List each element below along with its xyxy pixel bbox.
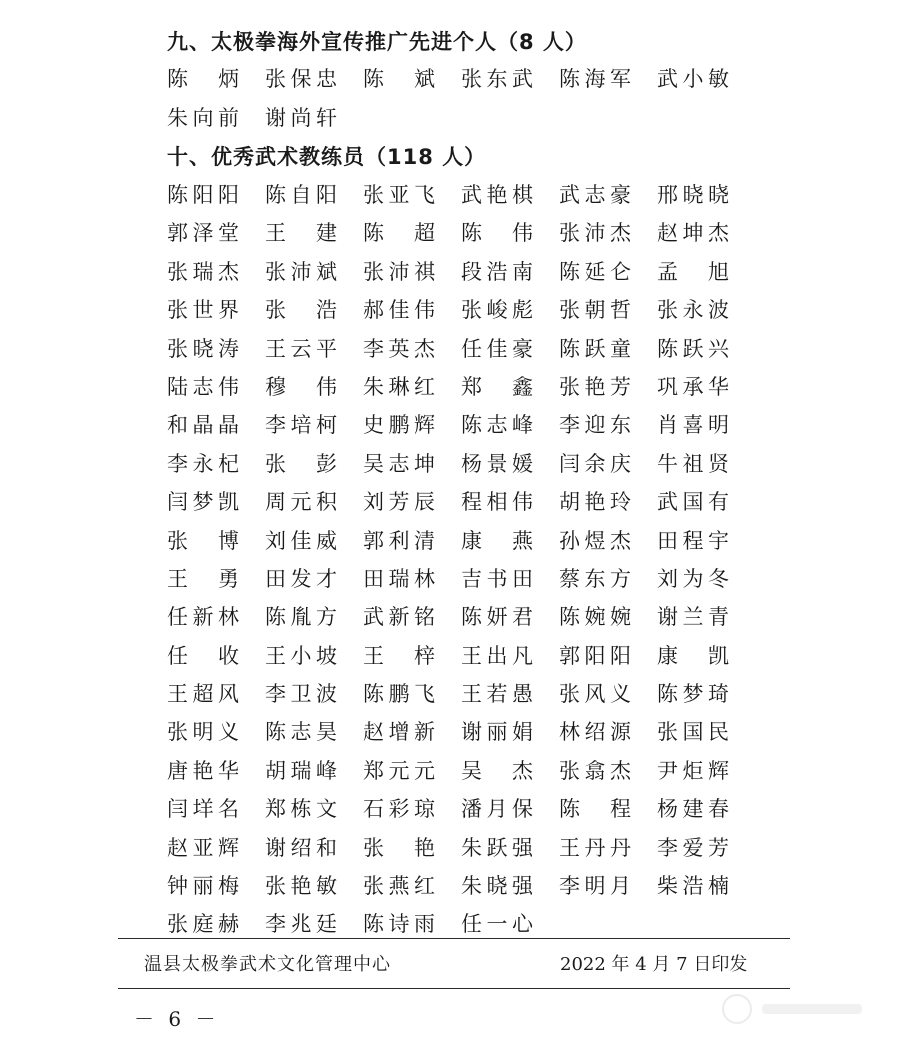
person-name: 潘月保 [461, 797, 533, 822]
person-name: 张 艳 [363, 835, 435, 860]
name-cell [167, 372, 265, 402]
person-name: 牛祖贤 [657, 451, 729, 476]
name-cell [265, 794, 363, 824]
name-row [167, 871, 767, 909]
person-name: 赵亚辉 [167, 835, 239, 860]
person-name: 胡瑞峰 [265, 758, 337, 783]
name-cell [167, 218, 265, 248]
person-name: 张明义 [167, 720, 239, 745]
person-name: 陈梦琦 [657, 682, 729, 707]
name-cell [265, 372, 363, 402]
person-name: 张永波 [657, 298, 729, 323]
person-name: 穆 伟 [265, 374, 337, 399]
person-name: 陈延仑 [559, 259, 631, 284]
name-row [167, 295, 767, 333]
name-row [167, 909, 767, 947]
name-row [167, 756, 767, 794]
name-cell [559, 717, 657, 747]
name-cell [167, 526, 265, 556]
name-row [167, 103, 767, 142]
name-cell [461, 64, 559, 94]
section-10-title: 十、优秀武术教练员（118 人） [167, 145, 487, 169]
name-cell [363, 64, 461, 94]
footer-bottom-rule [118, 988, 790, 989]
person-name: 任佳豪 [461, 336, 533, 361]
name-cell [265, 64, 363, 94]
name-row [167, 257, 767, 295]
person-name: 陈胤方 [265, 605, 337, 630]
name-cell [461, 410, 559, 440]
person-name: 武新铭 [363, 605, 435, 630]
name-cell [461, 717, 559, 747]
person-name: 史鹏辉 [363, 413, 435, 438]
name-cell [167, 833, 265, 863]
name-cell [265, 756, 363, 786]
name-cell [657, 449, 755, 479]
person-name: 陈 程 [559, 797, 631, 822]
person-name: 闫垟名 [167, 797, 239, 822]
person-name: 谢兰青 [657, 605, 729, 630]
name-cell [559, 756, 657, 786]
person-name: 王 建 [265, 221, 337, 246]
person-name: 张保忠 [265, 67, 337, 91]
person-name: 吉书田 [461, 566, 533, 591]
person-name: 闫梦凯 [167, 490, 239, 515]
person-name: 郭利清 [363, 528, 435, 553]
person-name: 朱跃强 [461, 835, 533, 860]
name-cell [657, 180, 755, 210]
section-9-title: 九、太极拳海外宣传推广先进个人（8 人） [167, 30, 587, 54]
person-name: 康 燕 [461, 528, 533, 553]
name-cell [657, 334, 755, 364]
name-cell [363, 410, 461, 440]
person-name: 刘佳威 [265, 528, 337, 553]
person-name: 陈鹏飞 [363, 682, 435, 707]
person-name: 张 彭 [265, 451, 337, 476]
person-name: 张峻彪 [461, 298, 533, 323]
person-name: 武国有 [657, 490, 729, 515]
name-cell [559, 679, 657, 709]
name-cell [265, 295, 363, 325]
person-name: 周元积 [265, 490, 337, 515]
name-cell [559, 449, 657, 479]
name-cell [461, 756, 559, 786]
name-cell [363, 526, 461, 556]
name-row [167, 833, 767, 871]
name-cell [167, 180, 265, 210]
name-cell [559, 334, 657, 364]
person-name: 陈志峰 [461, 413, 533, 438]
name-cell [265, 717, 363, 747]
person-name: 闫余庆 [559, 451, 631, 476]
person-name: 李培柯 [265, 413, 337, 438]
name-cell [461, 564, 559, 594]
name-cell [657, 257, 755, 287]
name-cell [167, 449, 265, 479]
name-cell [363, 295, 461, 325]
person-name: 吴 杰 [461, 758, 533, 783]
name-cell [167, 564, 265, 594]
footer-top-rule [118, 938, 790, 939]
name-cell [265, 833, 363, 863]
person-name: 张沛杰 [559, 221, 631, 246]
name-cell [559, 487, 657, 517]
name-cell [461, 909, 559, 939]
name-cell [265, 871, 363, 901]
name-row [167, 526, 767, 564]
name-row [167, 372, 767, 410]
name-cell [559, 257, 657, 287]
person-name: 陈 伟 [461, 221, 533, 246]
name-cell [265, 449, 363, 479]
person-name: 陈志昊 [265, 720, 337, 745]
name-cell [657, 295, 755, 325]
name-cell [657, 64, 755, 94]
person-name: 陈阳阳 [167, 183, 239, 207]
name-cell [265, 334, 363, 364]
person-name: 郑 鑫 [461, 374, 533, 399]
person-name: 王 梓 [363, 643, 435, 668]
person-name: 张风义 [559, 682, 631, 707]
person-name: 张庭赫 [167, 912, 239, 937]
person-name: 段浩南 [461, 259, 533, 284]
name-cell [167, 334, 265, 364]
person-name: 张沛斌 [265, 259, 337, 284]
name-row [167, 218, 767, 256]
person-name: 张燕红 [363, 874, 435, 899]
person-name: 郑元元 [363, 758, 435, 783]
person-name: 陈婉婉 [559, 605, 631, 630]
name-cell [461, 641, 559, 671]
person-name: 唐艳华 [167, 758, 239, 783]
person-name: 李卫波 [265, 682, 337, 707]
name-cell [363, 449, 461, 479]
person-name: 陈自阳 [265, 183, 337, 207]
person-name: 赵坤杰 [657, 221, 729, 246]
name-cell [559, 871, 657, 901]
name-row [167, 64, 767, 103]
person-name: 张翕杰 [559, 758, 631, 783]
name-row [167, 641, 767, 679]
person-name: 张瑞杰 [167, 259, 239, 284]
name-cell [167, 257, 265, 287]
name-cell [657, 794, 755, 824]
name-cell [167, 679, 265, 709]
name-row [167, 334, 767, 372]
person-name: 王云平 [265, 336, 337, 361]
name-cell [461, 372, 559, 402]
person-name: 陈海军 [559, 67, 631, 91]
person-name: 陈 超 [363, 221, 435, 246]
name-cell [559, 794, 657, 824]
person-name: 张艳敏 [265, 874, 337, 899]
name-cell [265, 564, 363, 594]
name-cell [167, 909, 265, 939]
person-name: 李爱芳 [657, 835, 729, 860]
name-cell [167, 410, 265, 440]
person-name: 肖喜明 [657, 413, 729, 438]
person-name: 张朝哲 [559, 298, 631, 323]
person-name: 张艳芳 [559, 374, 631, 399]
name-row [167, 487, 767, 525]
person-name: 郝佳伟 [363, 298, 435, 323]
person-name: 刘芳辰 [363, 490, 435, 515]
name-cell [461, 794, 559, 824]
name-cell [657, 564, 755, 594]
person-name: 任一心 [461, 912, 533, 937]
person-name: 王出凡 [461, 643, 533, 668]
person-name: 孙煜杰 [559, 528, 631, 553]
name-cell [167, 602, 265, 632]
name-cell [559, 295, 657, 325]
person-name: 康 凯 [657, 643, 729, 668]
name-cell [363, 756, 461, 786]
person-name: 张 博 [167, 528, 239, 553]
name-cell [657, 526, 755, 556]
name-cell [167, 103, 265, 133]
person-name: 朱向前 [167, 106, 239, 130]
name-row [167, 602, 767, 640]
person-name: 王小坡 [265, 643, 337, 668]
name-cell [265, 180, 363, 210]
name-cell [167, 641, 265, 671]
person-name: 王丹丹 [559, 835, 631, 860]
name-cell [265, 103, 363, 133]
name-cell [559, 410, 657, 440]
name-cell [363, 909, 461, 939]
person-name: 尹炬辉 [657, 758, 729, 783]
person-name: 杨建春 [657, 797, 729, 822]
person-name: 柴浩楠 [657, 874, 729, 899]
name-cell [461, 257, 559, 287]
name-cell [265, 909, 363, 939]
person-name: 赵增新 [363, 720, 435, 745]
person-name: 田瑞林 [363, 566, 435, 591]
person-name: 陈 炳 [167, 67, 239, 91]
name-cell [559, 180, 657, 210]
name-row [167, 180, 767, 218]
name-cell [657, 756, 755, 786]
watermark-circle-icon [722, 994, 752, 1024]
name-cell [265, 487, 363, 517]
person-name: 孟 旭 [657, 259, 729, 284]
person-name: 郭阳阳 [559, 643, 631, 668]
person-name: 和晶晶 [167, 413, 239, 438]
person-name: 谢尚轩 [265, 106, 337, 130]
person-name: 李兆廷 [265, 912, 337, 937]
person-name: 张亚飞 [363, 183, 435, 207]
name-cell [167, 871, 265, 901]
person-name: 陆志伟 [167, 374, 239, 399]
person-name: 张 浩 [265, 298, 337, 323]
page-number: － 6 － [134, 1007, 220, 1031]
person-name: 李明月 [559, 874, 631, 899]
person-name: 邢晓晓 [657, 183, 729, 207]
person-name: 李迎东 [559, 413, 631, 438]
name-cell [657, 602, 755, 632]
person-name: 郭泽堂 [167, 221, 239, 246]
name-cell [559, 372, 657, 402]
name-cell [363, 257, 461, 287]
name-cell [363, 218, 461, 248]
person-name: 钟丽梅 [167, 874, 239, 899]
name-cell [657, 641, 755, 671]
name-row [167, 564, 767, 602]
person-name: 陈跃童 [559, 336, 631, 361]
name-cell [657, 833, 755, 863]
name-cell [461, 295, 559, 325]
name-cell [363, 372, 461, 402]
name-cell [363, 871, 461, 901]
name-row [167, 410, 767, 448]
person-name: 石彩琼 [363, 797, 435, 822]
name-cell [363, 564, 461, 594]
name-cell [461, 833, 559, 863]
person-name: 谢绍和 [265, 835, 337, 860]
person-name: 程相伟 [461, 490, 533, 515]
name-cell [559, 526, 657, 556]
name-cell [167, 717, 265, 747]
name-cell [167, 794, 265, 824]
name-cell [559, 833, 657, 863]
name-cell [461, 602, 559, 632]
name-cell [657, 871, 755, 901]
section-10-name-list [167, 180, 767, 948]
name-row [167, 449, 767, 487]
watermark-bar [762, 1004, 862, 1014]
name-row [167, 794, 767, 832]
name-cell [461, 526, 559, 556]
name-cell [559, 64, 657, 94]
person-name: 林绍源 [559, 720, 631, 745]
name-row [167, 679, 767, 717]
name-cell [363, 833, 461, 863]
name-cell [461, 218, 559, 248]
person-name: 王若愚 [461, 682, 533, 707]
name-cell [265, 641, 363, 671]
name-cell [167, 756, 265, 786]
name-cell [363, 180, 461, 210]
name-cell [265, 602, 363, 632]
name-cell [363, 487, 461, 517]
name-cell [657, 717, 755, 747]
person-name: 王 勇 [167, 566, 239, 591]
name-cell [363, 602, 461, 632]
person-name: 张国民 [657, 720, 729, 745]
name-cell [657, 372, 755, 402]
person-name: 李英杰 [363, 336, 435, 361]
name-cell [167, 295, 265, 325]
person-name: 李永杞 [167, 451, 239, 476]
person-name: 刘为冬 [657, 566, 729, 591]
name-cell [265, 218, 363, 248]
person-name: 武小敏 [657, 67, 729, 91]
name-cell [461, 679, 559, 709]
person-name: 张东武 [461, 67, 533, 91]
person-name: 武志豪 [559, 183, 631, 207]
person-name: 张晓涛 [167, 336, 239, 361]
section-9-name-list [167, 64, 767, 142]
person-name: 王超风 [167, 682, 239, 707]
name-cell [363, 794, 461, 824]
name-cell [461, 334, 559, 364]
name-cell [363, 334, 461, 364]
name-cell [461, 487, 559, 517]
name-cell [559, 641, 657, 671]
person-name: 陈 斌 [363, 67, 435, 91]
person-name: 陈跃兴 [657, 336, 729, 361]
name-cell [265, 679, 363, 709]
name-cell [167, 64, 265, 94]
name-cell [657, 218, 755, 248]
person-name: 郑栋文 [265, 797, 337, 822]
person-name: 田发才 [265, 566, 337, 591]
person-name: 任 收 [167, 643, 239, 668]
name-cell [265, 410, 363, 440]
name-cell [461, 871, 559, 901]
person-name: 张世界 [167, 298, 239, 323]
name-cell [461, 180, 559, 210]
name-cell [363, 641, 461, 671]
person-name: 吴志坤 [363, 451, 435, 476]
person-name: 杨景媛 [461, 451, 533, 476]
name-row [167, 717, 767, 755]
person-name: 朱琳红 [363, 374, 435, 399]
person-name: 巩承华 [657, 374, 729, 399]
name-cell [559, 602, 657, 632]
name-cell [167, 487, 265, 517]
footer-issuing-organization: 温县太极拳武术文化管理中心 [144, 954, 391, 975]
name-cell [657, 410, 755, 440]
person-name: 任新林 [167, 605, 239, 630]
person-name: 胡艳玲 [559, 490, 631, 515]
name-cell [657, 679, 755, 709]
person-name: 陈妍君 [461, 605, 533, 630]
person-name: 蔡东方 [559, 566, 631, 591]
footer-issue-date: 2022 年 4 月 7 日印发 [560, 954, 748, 975]
name-cell [559, 564, 657, 594]
name-cell [657, 487, 755, 517]
person-name: 谢丽娟 [461, 720, 533, 745]
name-cell [461, 449, 559, 479]
name-cell [265, 526, 363, 556]
person-name: 朱晓强 [461, 874, 533, 899]
person-name: 田程宇 [657, 528, 729, 553]
name-cell [265, 257, 363, 287]
name-cell [363, 679, 461, 709]
name-cell [363, 717, 461, 747]
watermark-logo-icon [722, 990, 872, 1030]
person-name: 陈诗雨 [363, 912, 435, 937]
name-cell [559, 218, 657, 248]
person-name: 武艳棋 [461, 183, 533, 207]
person-name: 张沛祺 [363, 259, 435, 284]
